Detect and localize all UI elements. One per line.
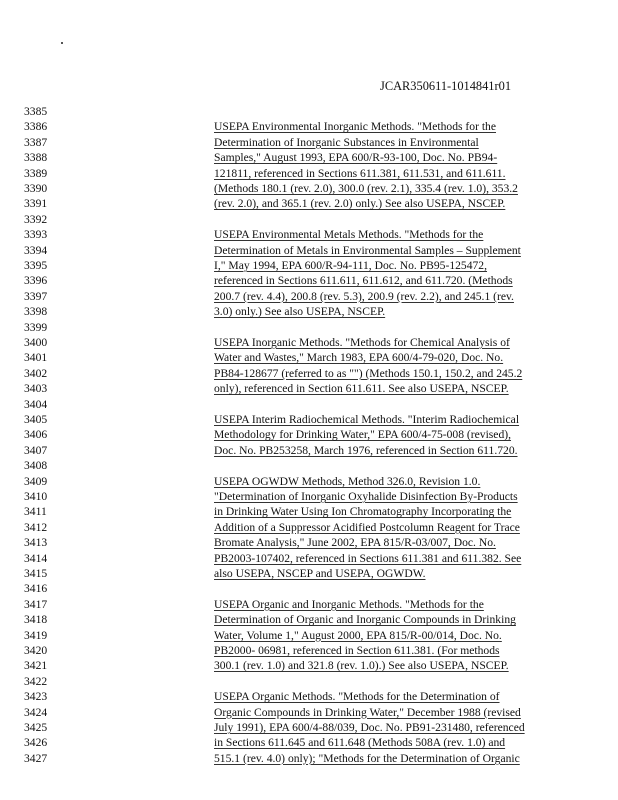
line-text: in Sections 611.645 and 611.648 (Methods 508A (rev. 1.0) and <box>214 736 506 750</box>
line-text: Water, Volume 1," August 2000, EPA 815/R-00/014, Doc. No. <box>214 628 502 642</box>
line-number: 3424 <box>24 705 48 719</box>
line-number: 3410 <box>24 490 48 503</box>
line-number: 3400 <box>24 336 48 349</box>
line-text: Addition of a Suppressor Acidified Postcolumn Reagent for Trace <box>214 520 520 534</box>
line-number: 3402 <box>24 366 48 380</box>
line-number: 3387 <box>24 135 48 149</box>
line-number: 3388 <box>24 151 48 165</box>
line-text: 200.7 (rev. 4.4), 200.8 (rev. 5.3), 200.9 (rev. 2.2), and 245.1 (rev. <box>214 289 514 303</box>
line-text: 3.0) only.) See also USEPA, NSCEP. <box>214 305 386 319</box>
line-number: 3393 <box>24 228 48 242</box>
line-number: 3407 <box>24 443 48 457</box>
line-number: 3416 <box>24 582 48 596</box>
line-number: 3399 <box>24 320 48 334</box>
line-text: Methodology for Drinking Water," EPA 600/4-75-008 (revised), <box>214 428 512 442</box>
line-text: 300.1 (rev. 1.0) and 321.8 (rev. 1.0).) See also USEPA, NSCEP. <box>214 659 509 673</box>
line-text: USEPA OGWDW Methods, Method 326.0, Revision 1.0. <box>214 474 481 488</box>
line-text: 121811, referenced in Sections 611.381, 611.531, and 611.611. <box>214 166 506 180</box>
line-text: only), referenced in Section 611.611. See also USEPA, NSCEP. <box>214 382 509 396</box>
line-text: Determination of Inorganic Substances in Environmental <box>214 135 479 149</box>
line-text: Determination of Organic and Inorganic Compounds in Drinking <box>214 613 516 627</box>
line-text: USEPA Inorganic Methods. "Methods for Chemical Analysis of <box>214 336 510 349</box>
line-text: Water and Wastes," March 1983, EPA 600/4-79-020, Doc. No. <box>214 351 504 365</box>
line-number: 3427 <box>24 751 48 765</box>
line-number: 3405 <box>24 413 48 426</box>
line-text: USEPA Environmental Metals Methods. "Methods for the <box>214 228 484 242</box>
line-text: (Methods 180.1 (rev. 2.0), 300.0 (rev. 2.1), 335.4 (rev. 1.0), 353.2 <box>214 182 518 195</box>
line-text: PB2000- 06981, referenced in Section 611.381. (For methods <box>214 644 500 657</box>
line-text: Determination of Metals in Environmental Samples – Supplement <box>214 243 521 257</box>
line-number: 3418 <box>24 613 48 627</box>
line-text: USEPA Organic Methods. "Methods for the Determination of <box>214 690 500 704</box>
line-number: 3404 <box>24 397 48 411</box>
line-text: PB84-128677 (referred to as "") (Methods 150.1, 150.2, and 245.2 <box>214 366 523 380</box>
line-text: (rev. 2.0), and 365.1 (rev. 2.0) only.) See also USEPA, NSCEP. <box>214 197 506 211</box>
line-number: 3391 <box>24 197 48 211</box>
line-number: 3419 <box>24 628 48 642</box>
line-number: 3408 <box>24 459 48 473</box>
line-text: Doc. No. PB253258, March 1976, referenced in Section 611.720. <box>214 443 518 457</box>
line-number: 3389 <box>24 166 48 180</box>
line-number: 3415 <box>24 567 48 580</box>
line-number: 3396 <box>24 274 48 288</box>
line-number: 3394 <box>24 243 48 257</box>
line-text: July 1991), EPA 600/4-88/039, Doc. No. PB91-231480, referenced <box>214 721 525 734</box>
line-number: 3406 <box>24 428 48 442</box>
line-number: 3412 <box>24 520 48 534</box>
line-number: 3426 <box>24 736 48 750</box>
line-text: in Drinking Water Using Ion Chromatography Incorporating the <box>214 505 512 519</box>
line-number: 3425 <box>24 721 48 734</box>
line-text: USEPA Interim Radiochemical Methods. "Interim Radiochemical <box>214 413 520 426</box>
line-text: PB2003-107402, referenced in Sections 611.381 and 611.382. See <box>214 551 522 565</box>
line-number: 3413 <box>24 536 48 550</box>
line-number: 3414 <box>24 551 48 565</box>
line-text: I," May 1994, EPA 600/R-94-111, Doc. No. PB95-125472, <box>214 259 488 272</box>
line-text: 515.1 (rev. 4.0) only); "Methods for the Determination of Organic <box>214 751 520 765</box>
line-number: 3420 <box>24 644 48 657</box>
line-text: USEPA Organic and Inorganic Methods. "Methods for the <box>214 597 484 611</box>
document-id: JCAR350611-1014841r01 <box>380 79 512 93</box>
line-text: Organic Compounds in Drinking Water," December 1988 (revised <box>214 705 521 719</box>
line-number: 3422 <box>24 674 48 688</box>
line-number: 3409 <box>24 474 48 488</box>
line-number: 3423 <box>24 690 48 704</box>
line-number: 3398 <box>24 305 48 319</box>
line-number: 3397 <box>24 289 48 303</box>
line-number: 3401 <box>24 351 48 365</box>
line-text: "Determination of Inorganic Oxyhalide Disinfection By-Products <box>214 490 518 503</box>
line-number: 3392 <box>24 212 48 226</box>
line-number: 3403 <box>24 382 48 396</box>
line-number: 3395 <box>24 259 48 272</box>
scan-speck <box>61 42 63 44</box>
line-text: also USEPA, NSCEP and USEPA, OGWDW. <box>214 567 426 580</box>
line-number: 3385 <box>24 105 48 118</box>
line-text: Samples," August 1993, EPA 600/R-93-100, Doc. No. PB94- <box>214 151 498 165</box>
line-number: 3386 <box>24 120 48 134</box>
line-number: 3411 <box>24 505 47 519</box>
line-text: referenced in Sections 611.611, 611.612, and 611.720. (Methods <box>214 274 513 288</box>
line-number: 3390 <box>24 182 48 195</box>
line-number: 3421 <box>24 659 48 673</box>
line-number: 3417 <box>24 597 48 611</box>
line-text: USEPA Environmental Inorganic Methods. "Methods for the <box>214 120 496 134</box>
line-text: Bromate Analysis," June 2002, EPA 815/R-03/007, Doc. No. <box>214 536 496 550</box>
